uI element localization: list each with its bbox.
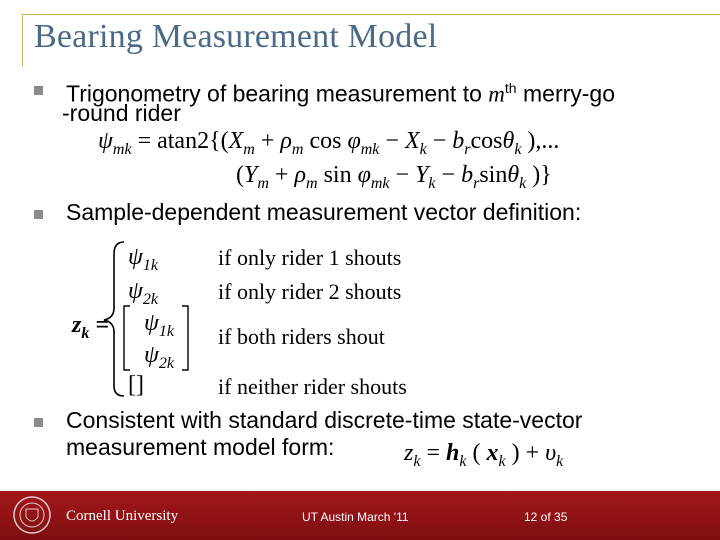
university-name: Cornell University [66,508,179,524]
case-value-vector-psi2k: $\psi_{2k}$ [144,342,175,372]
bullet-marker-3 [34,418,43,427]
bullet-3-line1: Consistent with standard discrete-time state-vector [66,407,583,433]
bullet-marker-2 [34,210,43,219]
footer-bar [0,491,720,540]
case-label-rider2: if only rider 2 shouts [218,279,402,304]
cornell-seal-icon [12,495,52,535]
bearing-equation-line2: ($Y_m + \rho_m$ $\sin \varphi_{mk} - Y_k - b_r\sin\theta_k$ )} [236,162,552,192]
bullet-1-sup: th [504,80,517,96]
bullet-2-text: Sample-dependent measurement vector definition: [66,199,582,225]
bullet-1-line1-suffix: merry-go [516,80,616,107]
title-frame-top [22,14,720,15]
bullet-1-line2: -round rider [62,100,181,126]
model-form-equation: $z_k = h_k$ ( $x_k$ ) + $\upsilon_k$ [404,440,564,470]
case-value-psi1k: $\psi_{1k}$ [128,244,159,274]
case-label-rider1: if only rider 1 shouts [218,245,402,270]
case-value-psi2k: $\psi_{2k}$ [128,278,159,308]
slide-title: Bearing Measurement Model [34,18,438,55]
bullet-1-line1-prefix: Trigonometry of bearing measurement to [66,80,489,107]
case-value-empty: [] [128,372,144,398]
bullet-3-line2: measurement model form: [66,434,335,460]
bullet-marker-1 [34,86,43,95]
case-label-both: if both riders shout [218,324,385,349]
case-label-neither: if neither rider shouts [218,374,407,399]
bullet-1-math-m: m [488,81,505,107]
z-k-symbol: $z_k$ = [72,312,110,342]
case-value-vector-psi1k: $\psi_{1k}$ [144,310,175,340]
title-frame-left [22,14,23,66]
page-number: 12 of 35 [524,510,568,524]
bearing-equation-line1: $\psi_{mk} = atan2\{(X_m + \rho_m$ $\cos \varphi_{mk} - X_k - b_r\cos\theta_k$ ),... [98,128,560,158]
footer-center-text: UT Austin March '11 [302,510,409,524]
